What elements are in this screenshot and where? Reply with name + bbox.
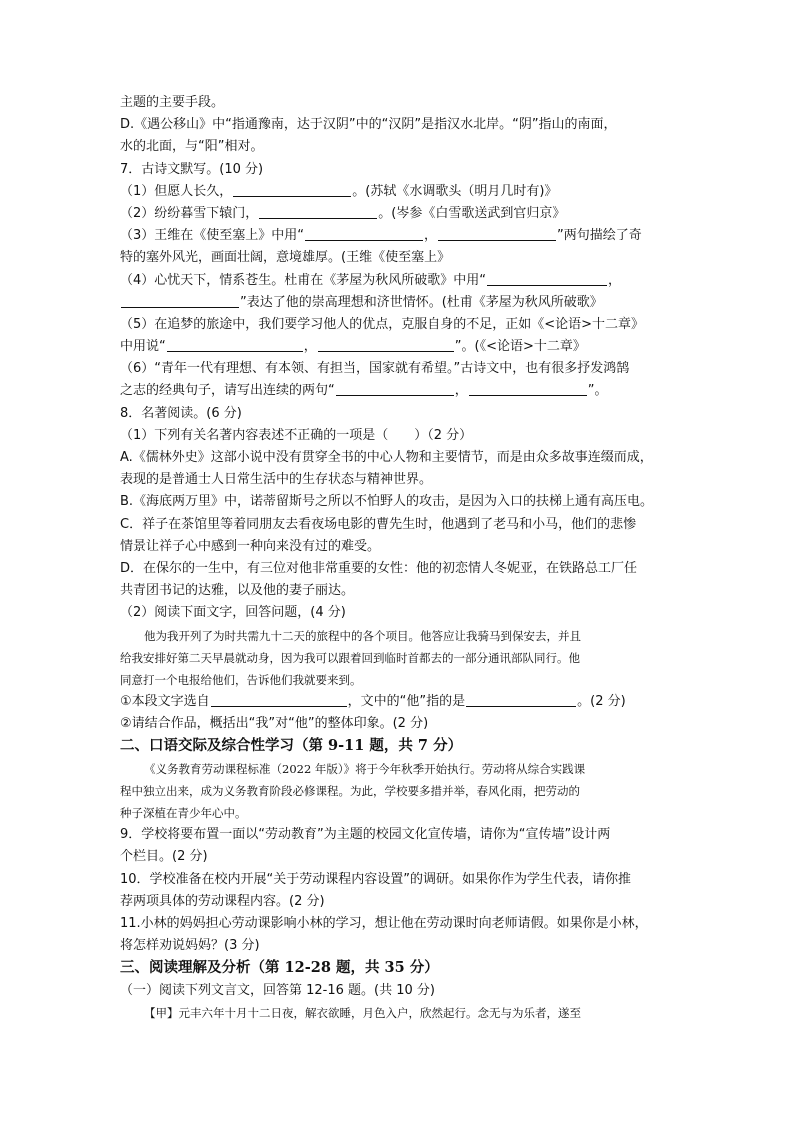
source-text: 。(岑参《白雪歌送武到官归京》 [378,205,566,221]
question-8-2-sub1 [120,691,682,713]
material-line: 种子深植在青少年心中。 [120,806,247,820]
answer-blank[interactable] [259,204,377,219]
question-8-2: （2）阅读下面文字，回答问题，(4 分) [120,605,346,621]
question-11-cont: 将怎样劝说妈妈？(3 分) [120,938,260,954]
option-a: A.《儒林外史》这部小说中没有贯穿全书的中心人物和主要情节，而是由众多故事连缀而成， [120,450,653,465]
question-7-1 [120,181,682,203]
exam-page [120,92,682,1024]
option-d: D．在保尔的一生中，有三位对他非常重要的女性：他的初恋情人冬妮亚，在铁路总工厂任 [120,560,638,576]
prompt-text: 中用说“ [120,339,166,355]
text-line: 特的塞外风光，画面壮阔，意境雄厚。(王维《使至塞上》 [120,250,451,266]
prompt-text: （2）纷纷暮雪下辕门， [120,205,259,221]
option-c-cont: 情景让祥子心中感到一种向来没有过的难受。 [120,538,381,554]
answer-blank[interactable] [438,226,556,241]
comma-text: ， [608,272,622,288]
comma-text: ， [303,339,317,355]
comma-text: ， [424,228,438,244]
excerpt-line: 同意打一个电报给他们，告诉他们我就要来到。 [120,672,362,687]
answer-blank[interactable] [211,692,347,707]
answer-blank[interactable] [336,381,454,396]
section-3-heading: 三、阅读理解及分析（第 12-28 题，共 35 分） [120,959,439,977]
option-d-line: D.《遇公移山》中“指通豫南，达于汉阴”中的“汉阴”是指汉水北岸。“阴”指山的南面， [120,117,617,133]
excerpt-line: 他为我开列了为时共需九十二天的旅程中的各个项目。他答应让我骑马到保安去，并且 [144,628,581,643]
question-10: 10．学校准备在校内开展“关于劳动课程内容设置”的调研。如果你作为学生代表，请你推 [120,871,632,887]
question-10-cont: 荐两项具体的劳动课程内容。(2 分) [120,893,325,909]
question-7-3 [120,225,682,247]
question-7-4 [120,270,682,292]
classical-text-line: 【甲】元丰六年十月十二日夜，解衣欲睡，月色入户，欣然起行。念无与为乐者，遂至 [144,1005,581,1020]
answer-blank[interactable] [305,226,423,241]
question-7-title: 7．古诗文默写。(10 分) [120,161,264,177]
reading-part-1-title: （一）阅读下列文言文，回答第 12-16 题。(共 10 分) [120,982,435,998]
source-text: ”。(《<论语>十二章》 [454,339,586,355]
question-7-2 [120,203,682,225]
question-8-1: （1）下列有关名著内容表述不正确的一项是（ ）（2 分） [120,427,473,443]
answer-blank[interactable] [233,182,351,197]
prompt-text: ，文中的“他”指的是 [347,694,466,710]
question-9-cont: 个栏目。(2 分) [120,849,208,865]
question-7-5-cont [120,336,682,358]
prompt-text: ①本段文字选自 [120,694,210,710]
question-7-6-cont [120,380,682,402]
material-line: 程中独立出来，成为义务教育阶段必修课程。为此，学校要多措并举，春风化雨，把劳动的 [120,783,580,798]
section-2-heading: 二、口语交际及综合性学习（第 9-11 题，共 7 分） [120,737,463,755]
question-9: 9．学校将要布置一面以“劳动教育”为主题的校园文化宣传墙，请你为“宣传墙”设计两 [120,827,611,843]
material-line: 《义务教育劳动课程标准（2022 年版）》将于今年秋季开始执行。劳动将从综合实践课 [144,761,586,776]
prompt-text: ”两句描绘了奇 [557,228,642,244]
comma-text: ， [454,383,468,399]
option-a-cont: 表现的是普通士人日常生活中的生存状态与精神世界。 [120,472,433,488]
option-b: B.《海底两万里》中，诺蒂留斯号之所以不怕野人的攻击，是因为入口的扶梯上通有高压电。 [120,494,654,510]
option-c: C．祥子在茶馆里等着同朋友去看夜场电影的曹先生时，他遇到了老马和小马，他们的悲惨 [120,516,637,532]
question-7-6: （6）“青年一代有理想、有本领、有担当，国家就有希望。”古诗文中，也有很多抒发鸿鹄 [120,361,630,377]
option-d-cont: 共青团书记的达雅，以及他的妻子丽达。 [120,583,355,599]
answer-blank[interactable] [487,271,607,286]
answer-blank[interactable] [121,293,239,308]
question-7-4-cont [120,292,682,314]
answer-blank[interactable] [167,337,303,352]
question-11: 11.小林的妈妈担心劳动课影响小林的学习，想让他在劳动课时向老师请假。如果你是小林， [120,915,648,931]
prompt-text: 之志的经典句子，请写出连续的两句“ [120,383,335,399]
answer-blank[interactable] [469,381,587,396]
answer-blank[interactable] [466,692,576,707]
prompt-text: ”表达了他的崇高理想和济世情怀。(杜甫《茅屋为秋风所破歌》 [240,294,603,310]
prompt-text: （1）但愿人长久， [120,183,233,199]
source-text: 。(苏轼《水调歌头（明月几时有)》 [352,183,558,199]
question-8-2-sub2: ②请结合作品，概括出“我”对“他”的整体印象。(2 分) [120,716,429,732]
text-line: 水的北面，与“阳”相对。 [120,139,264,155]
prompt-text: ”。 [587,383,608,399]
text-line: 主题的主要手段。 [120,95,225,110]
question-7-5: （5）在追梦的旅途中，我们要学习他人的优点，克服自身的不足，正如《<论语>十二章》 [120,316,645,332]
prompt-text: （3）王维在《使至塞上》中用“ [120,228,305,244]
question-8-title: 8．名著阅读。(6 分) [120,405,242,421]
prompt-text: 。(2 分) [577,694,626,710]
excerpt-line: 给我安排好第二天早晨就动身，因为我可以跟着回到临时首都去的一部分通讯部队同行。他 [120,650,580,665]
prompt-text: （4）心忧天下，情系苍生。杜甫在《茅屋为秋风所破歌》中用“ [120,272,487,288]
answer-blank[interactable] [318,337,454,352]
